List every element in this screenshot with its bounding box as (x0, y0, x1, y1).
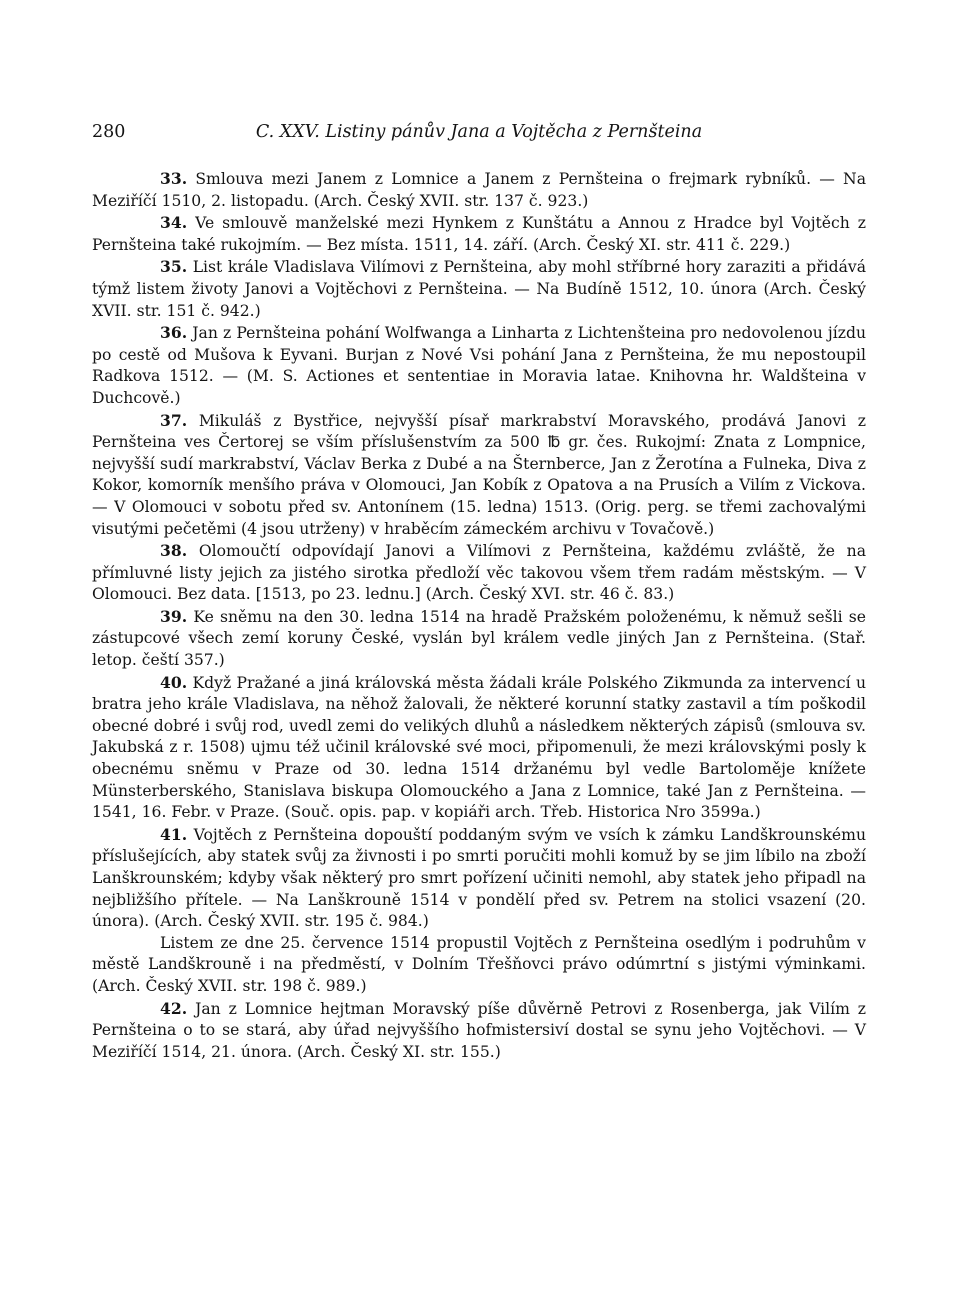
entry-40 (92, 672, 866, 824)
entry-number: 41. (160, 824, 188, 844)
entry-number: 36. (160, 323, 188, 343)
entry-number: 34. (160, 213, 188, 233)
entry-33 (92, 168, 866, 212)
entry-text: Jan z Pernšteina pohání Wolfwanga a Linharta z Lichtenšteina pro nedovolenou jízdu po cestě od Mušova k Eyvani. Burjan z Nové Vsi pohání Jana z Pernšteina, že mu nepostoupil Radkova 1512. — (M. S. Actiones et sententiae in Moravia latae. Knihovna hr. Waldšteina v Duchcově.) (92, 324, 866, 407)
entry-number: 38. (160, 541, 188, 561)
entry-number: 33. (160, 169, 188, 188)
entry-text: Smlouva mezi Janem z Lomnice a Janem z Pernšteina o frejmark rybníků. — Na Meziříčí 1510, 2. listopadu. (Arch. Český XVII. str. 137 č. 923.) (92, 170, 866, 210)
running-title: C. XXV. Listiny pánův Jana a Vojtěcha z Pernšteina (255, 122, 703, 142)
document-page (92, 122, 866, 1063)
entry-text: List krále Vladislava Vilímovi z Pernšteina, aby mohl stříbrné hory zaraziti a přidává týmž listem životy Janovi a Vojtěchovi z Pernšteina. — Na Budíně 1512, 10. února (Arch. Český XVII. str. 151 č. 942.) (92, 258, 866, 320)
entry-42 (92, 998, 866, 1064)
page-header (92, 122, 866, 150)
entry-37 (92, 410, 866, 541)
page-number: 280 (92, 122, 126, 142)
entry-number: 42. (160, 998, 188, 1018)
entry-text: Ke sněmu na den 30. ledna 1514 na hradě Pražském položenému, k němuž sešli se zástupcové všech zemí koruny České, vyslán byl králem vedle jiných Jan z Pernšteina. (Stař. letop. čeští 357.) (92, 607, 866, 670)
entry-41-continuation (92, 933, 866, 998)
entry-number: 35. (160, 257, 188, 277)
entry-34 (92, 212, 866, 256)
entry-38 (92, 540, 866, 606)
entry-text: Olomoučtí odpovídají Janovi a Vilímovi z Pernšteina, každému zvláště, že na přímluvné listy jejich za jistého sirotka předloží věc takovou všem třem radám městským. — V Olomouci. Bez data. [1513, po 23. lednu.] (Arch. Český XVI. str. 46 č. 83.) (92, 542, 866, 604)
entry-text: Jan z Lomnice hejtman Moravský píše důvěrně Petrovi z Rosenberga, jak Vilím z Pernšteina o to se stará, aby úřad nejvyššího hofmistersiví dostal se synu jeho Vojtěchovi. — V Meziříčí 1514, 21. února. (Arch. Český XI. str. 155.) (92, 999, 866, 1061)
entry-text: Ve smlouvě manželské mezi Hynkem z Kunštátu a Annou z Hradce byl Vojtěch z Pernšteina také rukojmím. — Bez místa. 1511, 14. září. (Arch. Český XI. str. 411 č. 229.) (92, 214, 867, 254)
entry-text: Když Pražané a jiná královská města žádali krále Polského Zikmunda za intervencí u bratra jeho krále Vladislava, na něhož žalovali, že některé korunní statky zastavil a tím poškodil obecné dobré i svůj rod, uvedl zemi do velikých dluhů a následkem některých zápisů (smlouva sv. Jakubská z r. 1508) ujmu též učinil královské své moci, připomenuli, že mezi královskými posly k obecnému sněmu v Praze od 30. ledna 1514 držanému byl vedle Bartoloměje knížete Münsterberského, Stanislava biskupa Olomouckého a Jana z Lomnice, také Jan z Pernšteina. — 1541, 16. Febr. v Praze. (Souč. opis. pap. v kopiáři arch. Třeb. Historica Nro 3599a.) (92, 673, 866, 822)
entry-41 (92, 824, 866, 933)
entry-number: 40. (160, 672, 188, 692)
entry-number: 37. (160, 410, 188, 430)
entry-text: Listem ze dne 25. července 1514 propustil Vojtěch z Pernšteina osedlým i podruhům v městě Landškrouně i na předměstí, v Dolním Třešňovci právo odúmrtní s jistými výminkami. (Arch. Český XVII. str. 198 č. 989.) (92, 933, 866, 995)
entry-text: Vojtěch z Pernšteina dopouští poddaným svým ve vsích k zámku Landškrounskému příslušejících, aby statek svůj za živnosti i po smrti poručiti mohli komuž by se jim líbilo na zboží Lanškrounském; kdyby však některý pro smrt pořízení učiniti nemohl, aby statek jeho připadl na nejbližšího přítele. — Na Lanškrouně 1514 v pondělí před sv. Petrem na stolici vsazení (20. února). (Arch. Český XVII. str. 195 č. 984.) (92, 825, 866, 931)
entry-number: 39. (160, 606, 188, 626)
entry-list (92, 168, 866, 1063)
entry-36 (92, 322, 866, 409)
entry-text: Mikuláš z Bystřice, nejvyšší písař markrabství Moravského, prodává Janovi z Pernšteina ves Čertorej se vším příslušenstvím za 500 ℔ gr. čes. Rukojmí: Znata z Lompnice, nejvyšší sudí markrabství, Václav Berka z Dubé a na Šternberce, Jan z Žerotína a Fulneka, Diva z Kokor, komorník menšího práva v Olomouci, Jan Kobík z Opatova a na Prusích a Vilím z Vickova. — V Olomouci v sobotu před sv. Antonínem (15. ledna) 1513. (Orig. perg. se třemi zachovalými visutými pečetěmi (4 jsou utrženy) v hraběcím zámeckém archivu v Tovačově.) (92, 411, 866, 538)
entry-35 (92, 256, 866, 322)
entry-39 (92, 606, 866, 672)
